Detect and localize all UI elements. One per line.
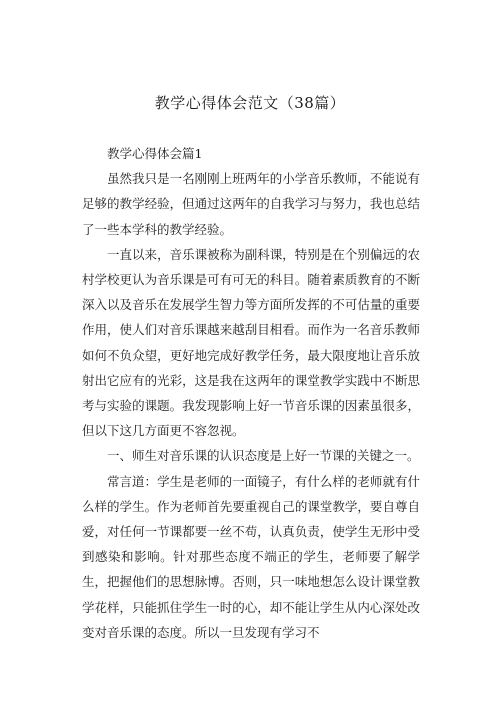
document-body (82, 141, 420, 645)
document-title: 教学心得体会范文（38篇） (154, 94, 346, 112)
body-paragraph: 虽然我只是一名刚刚上班两年的小学音乐教师，不能说有足够的教学经验，但通过这两年的自我学习与努力，我也总结了一些本学科的教学经验。 (82, 171, 420, 237)
body-paragraph: 一、师生对音乐课的认识态度是上好一节课的关键之一。 (107, 448, 420, 464)
body-paragraph: 一直以来，音乐课被称为副科课，特别是在个别偏远的农村学校更认为音乐课是可有可无的科目。随着素质教育的不断深入以及音乐在发展学生智力等方面所发挥的不可估量的重要作用，使人们对音乐课越来越刮目相看。而作为一名音乐教师如何不负众望，更好地完成好教学任务，最大限度地让音乐放射出它应有的光彩，这是我在这两年的课堂教学实践中不断思考与实验的课题。我发现影响上好一节音乐课的因素虽很多，但以下这几方面更不容忽视。 (82, 246, 420, 439)
body-paragraph: 常言道：学生是老师的一面镜子，有什么样的老师就有什么样的学生。作为老师首先要重视自己的课堂教学，要自尊自爱，对任何一节课都要一丝不苟，认真负责，使学生无形中受到感染和影响。针对那些态度不端正的学生，老师要了解学生，把握他们的思想脉博。否则，只一味地想怎么设计课堂教学花样，只能抓住学生一时的心，却不能让学生从内心深处改变对音乐课的态度。所以一旦发现有学习不 (82, 473, 420, 640)
section-heading: 教学心得体会篇1 (107, 146, 203, 161)
